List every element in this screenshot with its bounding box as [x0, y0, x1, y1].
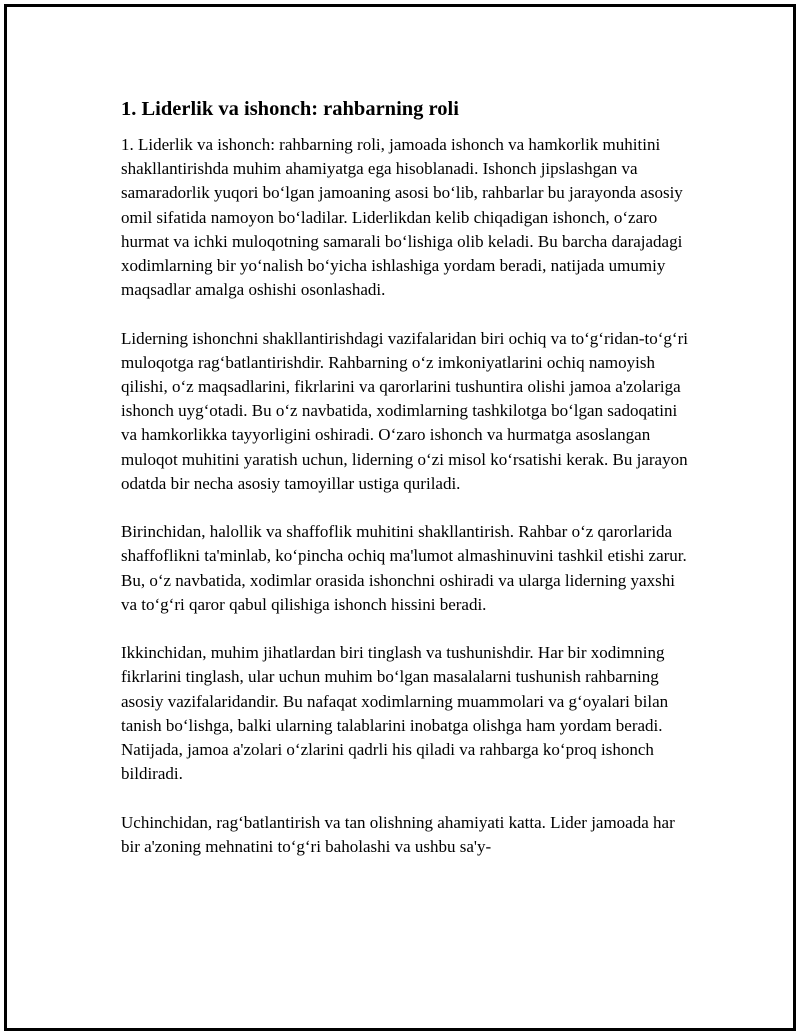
paragraph-5: Uchinchidan, rag‘batlantirish va tan olishning ahamiyati katta. Lider jamoada har bir a'zoning mehnatini to‘g‘ri baholashi va ushbu sa'y-: [121, 812, 675, 856]
paragraph-4: Ikkinchidan, muhim jihatlardan biri tinglash va tushunishdir. Har bir xodimning fikrlarini tinglash, ular uchun muhim bo‘lgan masalalarni tushunish rahbarning asosiy vazifalaridandir. Bu nafaqat xodimlarning muammolari va g‘oyalari bilan tanish bo‘lishga, balki ularning talablarini inobatga olishga ham yordam beradi. Natijada, jamoa a'zolari o‘zlarini qadrli his qiladi va rahbarga ko‘proq ishonch bildiradi.: [121, 643, 669, 784]
document-title: 1. Liderlik va ishonch: rahbarning roli: [121, 98, 459, 120]
page-frame: [4, 4, 796, 1031]
paragraph-3: Birinchidan, halollik va shaffoflik muhitini shakllantirish. Rahbar o‘z qarorlarida shaffoflikni ta'minlab, ko‘pincha ochiq ma'lumot almashinuvini tashkil etishi zarur. Bu, o‘z navbatida, xodimlar orasida ishonchni oshiradi va ularga liderning yaxshi va to‘g‘ri qaror qabul qilishiga ishonch hissini beradi.: [121, 522, 687, 614]
paragraph-2: Liderning ishonchni shakllantirishdagi vazifalaridan biri ochiq va to‘g‘ridan-to‘g‘ri muloqotga rag‘batlantirishdir. Rahbarning o‘z imkoniyatlarini ochiq namoyish qilishi, o‘z maqsadlarini, fikrlarini va qarorlarini tushuntira olishi jamoa a'zolariga ishonch uyg‘otadi. Bu o‘z navbatida, xodimlarning tashkilotga bo‘lgan sadoqatini va hamkorlikka tayyorligini oshiradi. O‘zaro ishonch va hurmatga asoslangan muloqot muhitini yaratish uchun, liderning o‘zi misol ko‘rsatishi kerak. Bu jarayon odatda bir necha asosiy tamoyillar ustiga quriladi.: [121, 328, 688, 493]
paragraph-1: 1. Liderlik va ishonch: rahbarning roli, jamoada ishonch va hamkorlik muhitini shakllantirishda muhim ahamiyatga ega hisoblanadi. Ishonch jipslashgan va samaradorlik yuqori bo‘lgan jamoaning asosi bo‘lib, rahbarlar bu jarayonda asosiy omil sifatida namoyon bo‘ladilar. Liderlikdan kelib chiqadigan ishonch, o‘zaro hurmat va ichki muloqotning samarali bo‘lishiga olib keladi. Bu barcha darajadagi xodimlarning bir yo‘nalish bo‘yicha ishlashiga yordam beradi, natijada umumiy maqsadlar amalga oshishi osonlashadi.: [121, 135, 683, 300]
document-body: [121, 95, 693, 883]
